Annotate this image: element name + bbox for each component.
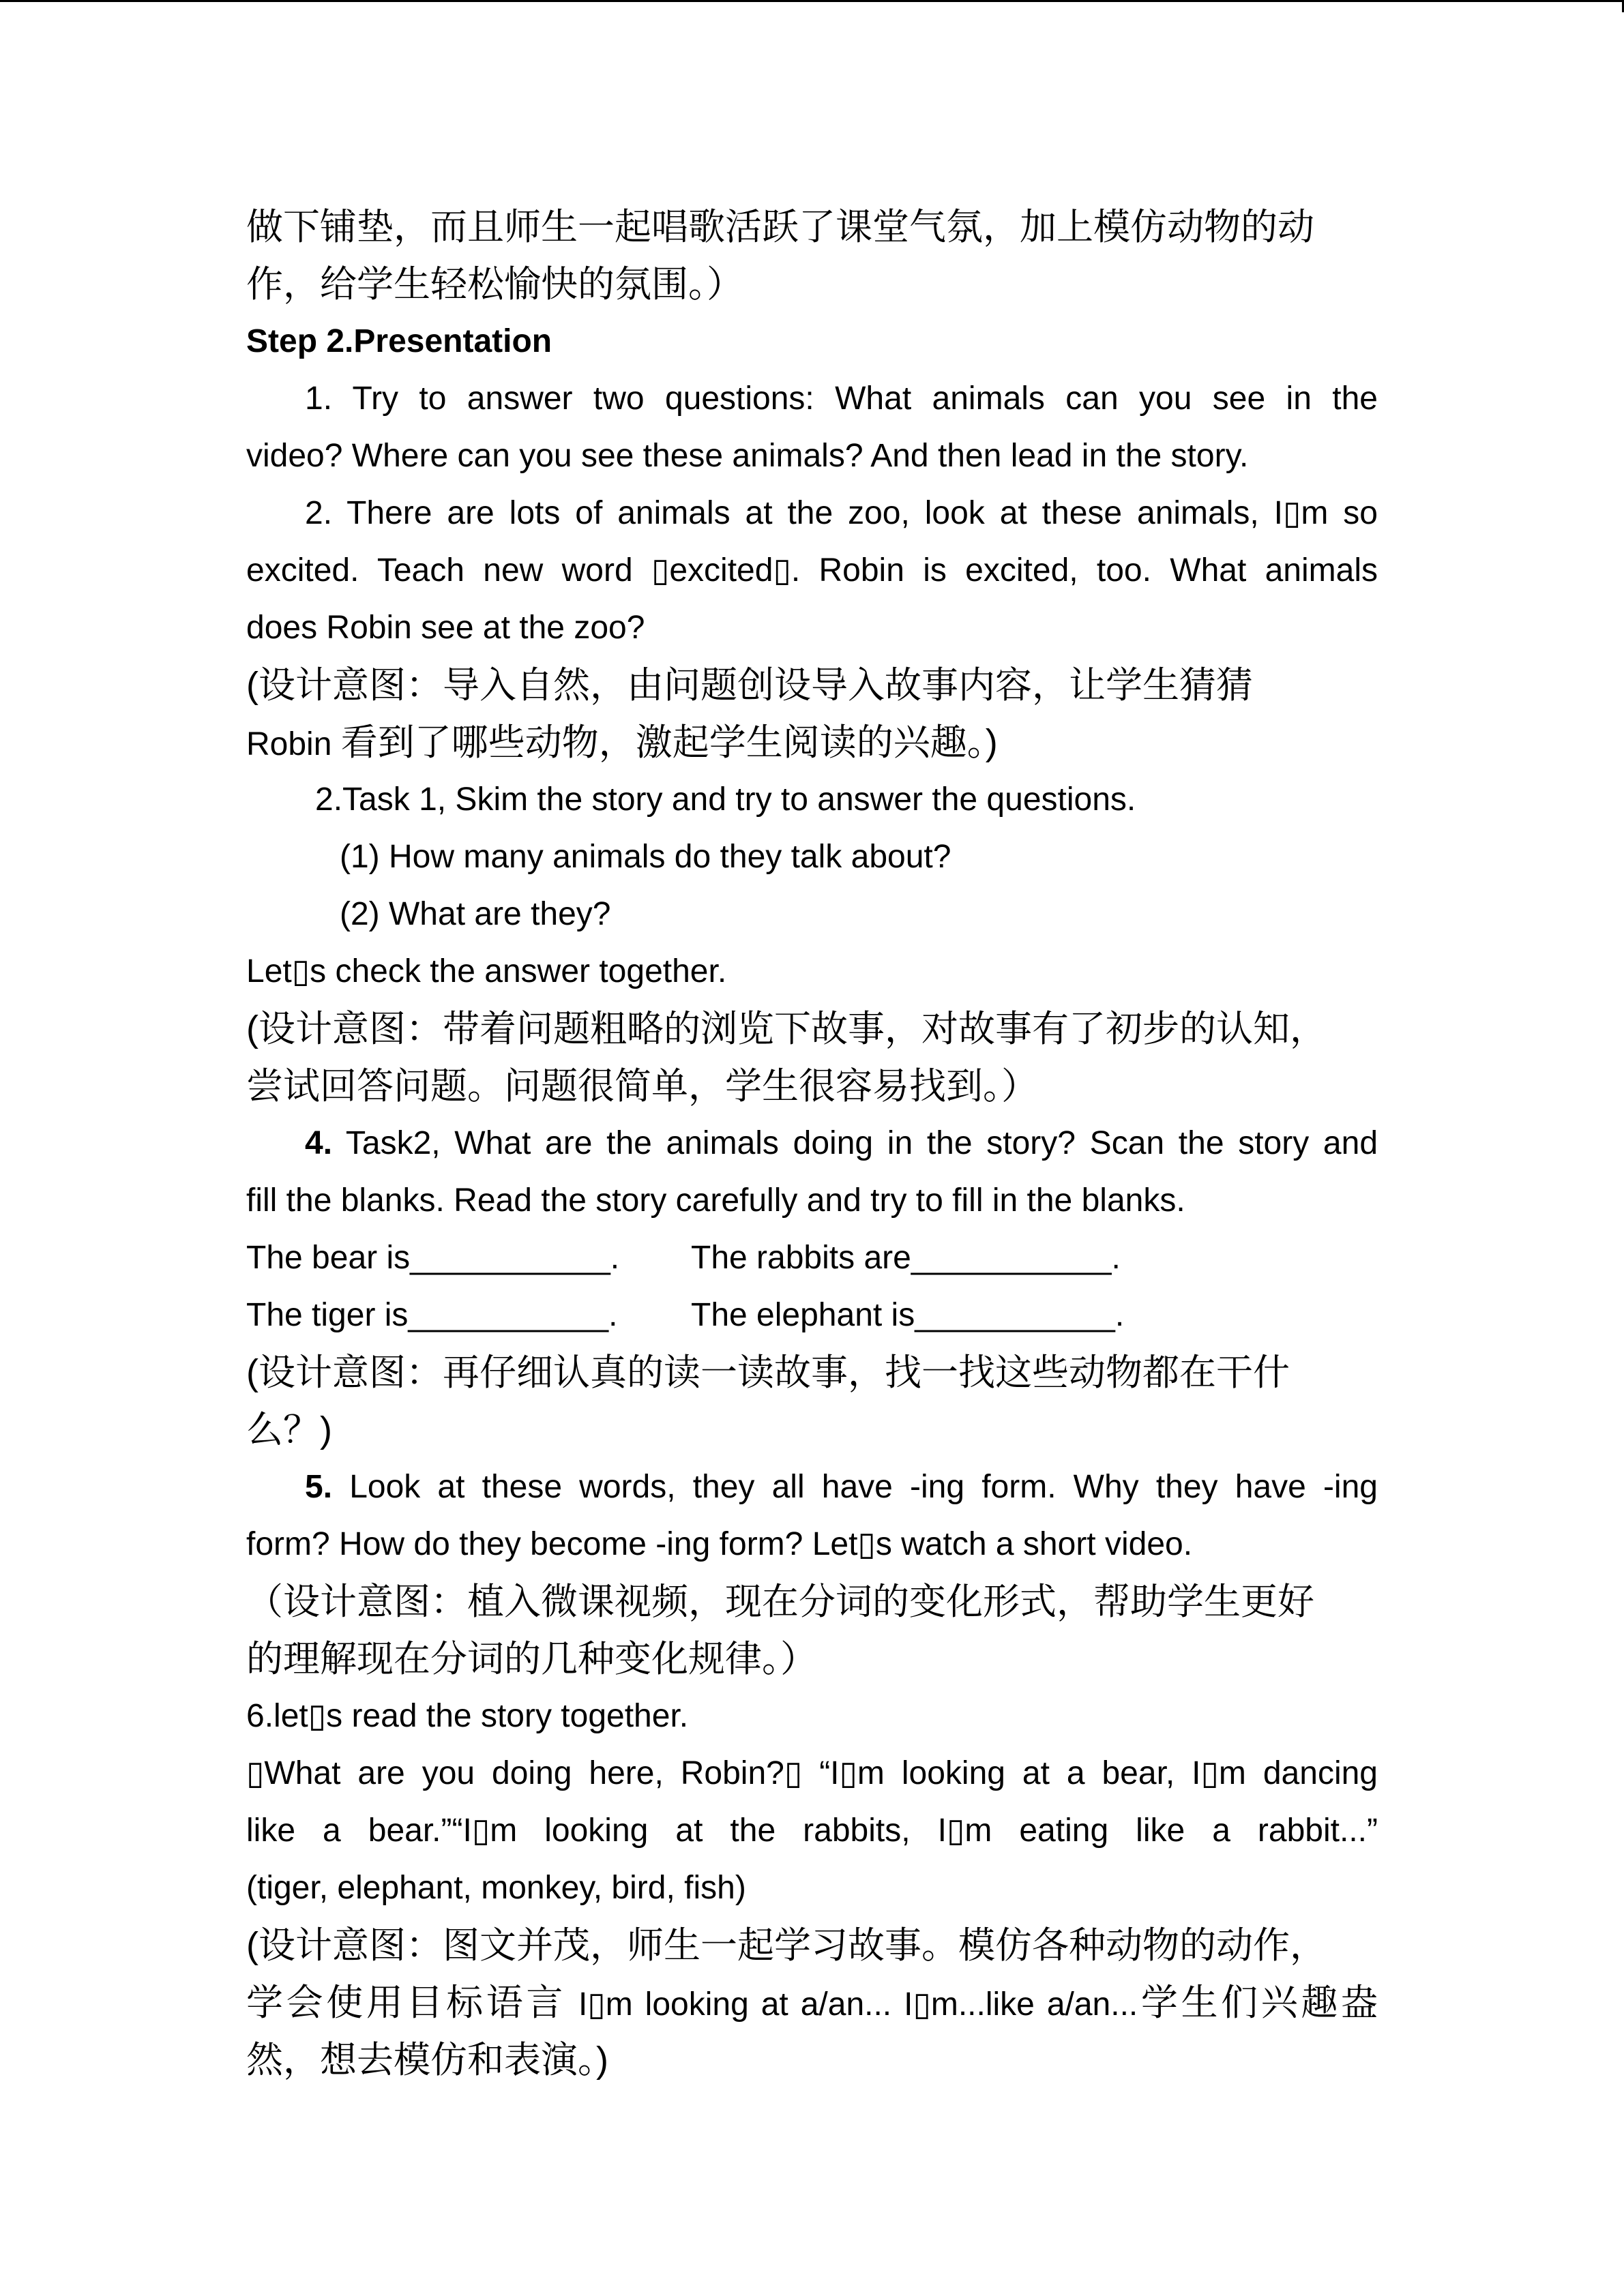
task-1-check: Let▯s check the answer together. [246, 953, 727, 989]
fill-blank-rabbits: The rabbits are___________. [691, 1240, 1121, 1276]
design-note-3-line-2: 么？) [246, 1410, 332, 1450]
task-1-question-1: (1) How many animals do they talk about? [340, 839, 951, 875]
fill-blank-elephant: The elephant is___________. [691, 1297, 1125, 1333]
fill-blank-bear: The bear is___________. [246, 1240, 620, 1276]
story-animal-list: (tiger, elephant, monkey, bird, fish) [246, 1870, 746, 1906]
design-note-2-line-2: 尝试回答问题。问题很简单，学生很容易找到。） [246, 1066, 1038, 1107]
item-5-number: 5. [305, 1469, 333, 1505]
design-note-5-chinese-b: 学生们兴趣盎 [1138, 1982, 1378, 2023]
fill-blank-row-1 [246, 1229, 1378, 1287]
question-2-line-2: excited. Teach new word ▯excited▯. Robin is excited, too. What animals [246, 552, 1378, 588]
question-1-line-1: 1. Try to answer two questions: What animals can you see in the [305, 381, 1378, 417]
intro-note-line-2: 作，给学生轻松愉快的氛围。） [246, 264, 743, 305]
item-5-text: Look at these words, they all have -ing form. Why they have -ing [349, 1469, 1378, 1505]
design-note-2-line-1: (设计意图：带着问题粗略的浏览下故事，对故事有了初步的认知， [246, 1009, 1327, 1049]
task-2-line-1 [246, 1115, 1378, 1172]
design-note-1-chinese: 看到了哪些动物，激起学生阅读的兴趣。) [340, 722, 998, 763]
fill-blank-row-2 [246, 1287, 1378, 1344]
design-note-5-line-2 [246, 1974, 1378, 2031]
design-note-5-line-3: 然，想去模仿和表演。) [246, 2040, 608, 2081]
design-note-4-line-2: 的理解现在分词的几种变化规律。） [246, 1639, 817, 1680]
design-note-5-chinese-a: 学会使用目标语言 [246, 1982, 566, 2023]
design-note-1-english: Robin [246, 726, 341, 762]
question-1-line-2: video? Where can you see these animals? And then lead in the story. [246, 438, 1249, 474]
item-5-line-2: form? How do they become -ing form? Let▯s watch a short video. [246, 1526, 1193, 1562]
design-note-4-line-1: （设计意图：植入微课视频，现在分词的变化形式，帮助学生更好 [246, 1581, 1314, 1622]
task-1-title: 2.Task 1, Skim the story and try to answer the questions. [315, 781, 1136, 818]
story-line-2: like a bear.”“I▯m looking at the rabbits, I▯m eating like a rabbit...” [246, 1813, 1378, 1849]
task-2-text: Task2, What are the animals doing in the story? Scan the story and [345, 1125, 1378, 1161]
design-note-3-line-1: (设计意图：再仔细认真的读一读故事，找一找这些动物都在干什 [246, 1352, 1290, 1393]
task-2-number: 4. [305, 1125, 333, 1161]
lesson-plan-body [246, 198, 1378, 2089]
question-2-line-3: does Robin see at the zoo? [246, 610, 645, 646]
design-note-5-line-1: (设计意图：图文并茂，师生一起学习故事。模仿各种动物的动作， [246, 1925, 1327, 1966]
task-2-line-2: fill the blanks. Read the story carefully and try to fill in the blanks. [246, 1182, 1185, 1219]
story-line-1: ▯What are you doing here, Robin?▯ “I▯m looking at a bear, I▯m dancing [246, 1755, 1378, 1791]
task-1-question-2: (2) What are they? [340, 896, 611, 932]
design-note-1-line-1: (设计意图：导入自然，由问题创设导入故事内容，让学生猜猜 [246, 665, 1253, 706]
intro-note-line-1: 做下铺垫，而且师生一起唱歌活跃了课堂气氛，加上模仿动物的动 [246, 207, 1314, 248]
fill-blank-tiger: The tiger is___________. [246, 1297, 618, 1333]
section-heading [246, 313, 1378, 370]
item-6-title: 6.let▯s read the story together. [246, 1698, 689, 1734]
question-2-line-1: 2. There are lots of animals at the zoo, look at these animals, I▯m so [305, 495, 1378, 531]
item-5-line-1 [246, 1459, 1378, 1516]
design-note-5-english: I▯m looking at a/an... I▯m...like a/an... [566, 1986, 1138, 2023]
section-heading-text: Step 2.Presentation [246, 323, 552, 359]
design-note-1-line-2 [246, 714, 1378, 771]
page-top-border [0, 0, 1624, 2]
